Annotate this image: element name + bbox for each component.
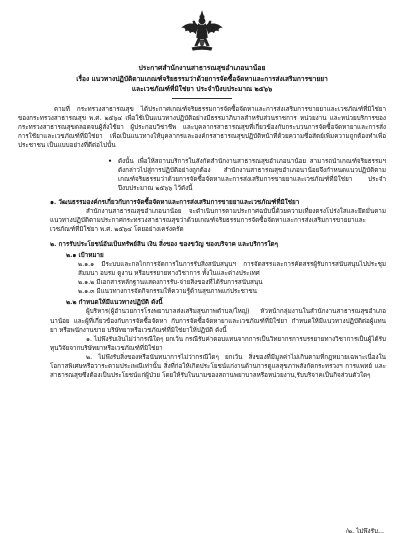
bullet-text: ดังนั้น เพื่อให้สถานบริการในสังกัดสำนักงานสาธารณสุขอำเภอนาน้อย สามารถนำเกณฑ์จริยธรรมฯดังกล่าวไปสู่การปฏิบัติอย่างถูกต้อง สำนักงานสาธารณสุขอำเภอนาน้อยจึงกำหนดแนวปฏิบัติตามเกณฑ์จริยธรรมว่าด้วยการจัดซื้อจัดหาและการส่งเสริมการขายยาและเวชภัณฑ์ที่มิใช่ยา ประจำปีงบประมาณ ๒๕๖๖ ไว้ดังนี้ bbox=[118, 157, 386, 192]
section2-1-item3: ๒.๑.๓ มีแนวทางการจัดกิจกรรมให้ความรู้ด้านสุขภาพแก่ประชาชน bbox=[78, 288, 257, 296]
announcement-subject-line2: และเวชภัณฑ์ที่มิใช่ยา ประจำปีงบประมาณ ๒๕๖๖ bbox=[131, 85, 273, 94]
intro-paragraph: ตามที่ กระทรวงสาธารณสุข ได้ประกาศเกณฑ์จริยธรรมการจัดซื้อจัดหาและการส่งเสริมการขายยาและเวชภัณฑ์ที่มิใช่ยาของกระทรวงสาธารณสุข พ.ศ. ๒๕๖๔ เพื่อใช้เป็นแนวทางปฏิบัติอย่างมีธรรมาภิบาลสำหรับส่วนราชการ หน่วยงาน และหน่วยบริการของกระทรวงสาธารณสุขตลอดจนผู้สั่งใช้ยา ผู้ประกอบวิชาชีพ และบุคลากรสาธารณสุขที่เกี่ยวข้องกับกระบวนการจัดซื้อจัดหายาและการสั่งการใช้ยาและเวชภัณฑ์ที่มิใช่ยา เพื่อเป็นแนวทางให้บุคลากรและองค์กรสาธารณสุขปฏิบัติหน้าที่ด้วยความซื่อสัตย์เพิ่มความถูกต้องทำเพื่อประชาชน เป็นแบบอย่างที่ดีต่อไปนั้น bbox=[18, 105, 386, 150]
announcement-subject: เรื่อง แนวทางปฏิบัติตามเกณฑ์จริยธรรมว่าด้วยการจัดซื้อจัดหาและการส่งเสริมการขายยา bbox=[76, 74, 328, 83]
section2-2-heading: ๒.๒ กำหนดให้มีแนวทางปฏิบัติ ดังนี้ bbox=[66, 299, 163, 307]
document-page bbox=[0, 9, 400, 533]
document-header bbox=[18, 63, 386, 95]
announcement-title: ประกาศสำนักงานสาธารณสุขอำเภอนาน้อย bbox=[138, 64, 266, 72]
section2-1-item1: ๒.๑.๑ มีระบบและกลไกการจัดการในการรับสิ่งสนับสนุนฯ การจัดสรรและการคัดสรรผู้รับการสนับสนุนไปประชุม สัมมนา อบรม ดูงาน หรือบรรยายทางวิชาการ ทั้งในและต่างประเทศ bbox=[78, 260, 386, 277]
page-continuation: /๒. ไม่พึงรับ... bbox=[345, 527, 384, 533]
section2-1-item2: ๒.๑.๒ มีเอกสารหลักฐานแสดงการรับ-จ่ายสิ่งของที่ได้รับการสนับสนุน bbox=[78, 279, 263, 287]
header-divider bbox=[172, 98, 232, 99]
bullet-paragraph bbox=[18, 157, 386, 194]
section2-2-para2: ๒. ไม่พึงรับสิ่งของหรือนันทนาการไม่ว่ากรณีใดๆ ยกเว้น สิ่งของที่มีมูลค่าไม่เกินตามที่กฎหมายเฉพาะเนื่องในโอกาสพิเศษหรือวาระตามประเพณีเท่านั้น สิ่งที่ก่อให้เกิดประโยชน์แก่งานด้านการดูแลสุขภาพสังกัดกระทรวงฯ การแพทย์ และสาธารณสุขซึ่งต้องเป็นประโยชน์แก่ผู้ป่วย โดยให้รับในนามของสถานพยาบาลหรือหน่วยงาน,รับบริจาคเป็นกิจส่วนตัวใดๆ bbox=[50, 354, 386, 380]
section2-2-para1: ๑. ไม่พึงรับเงินไม่ว่ากรณีใดๆ ยกเว้น กรณีรับค่าตอบแทนจากการเป็นวิทยากรการบรรยายทางวิชาการเป็นผู้ได้รับทุนวิจัยจากบริษัทยาหรือเวชภัณฑ์ที่มิใช่ยา bbox=[50, 335, 386, 352]
section1-body: สำนักงานสาธารณสุขอำเภอนาน้อย จะดำเนินการตามประกาศฉบับนี้ด้วยความเที่ยงตรงโปร่งใสและยึดมั่นตามแนวทางปฏิบัติตามประกาศกระทรวงสาธารณสุขว่าด้วยเกณฑ์จริยธรรมการจัดซื้อจัดหาและการส่งเสริมการขายยาและเวชภัณฑ์ที่มิใช่ยา พ.ศ. ๒๕๖๔ โดยอย่างเคร่งครัด bbox=[50, 208, 386, 234]
section2-2-para0: ผู้บริหาร(ผู้อำนวยการโรงพยาบาลส่งเสริมสุขภาพตำบล/ใหญ่) หัวหน้ากลุ่มงานในสำนักงานสาธารณสุขอำเภอนาน้อย และผู้ที่เกี่ยวข้องกับการจัดซื้อจัดหา กับการจัดซื้อจัดหายาและเวชภัณฑ์ที่มิใช่ยา กำหนดให้มีแนวทางปฏิบัติต่อผู้แทนยา หรือพนักงานขาย บริษัทยาหรือเวชภัณฑ์ที่มิใช่ยาให้ปฏิบัติ ดังนี้ bbox=[50, 308, 386, 334]
section2-1-heading: ๒.๑ เป้าหมาย bbox=[66, 251, 104, 259]
bullet-icon: • bbox=[108, 157, 113, 165]
section1-heading: ๑. วัฒนธรรมองค์กรเกี่ยวกับการจัดซื้อจัดหาและการส่งเสริมการขายยาและเวชภัณฑ์ที่มิใช่ยา bbox=[50, 199, 300, 207]
section2-heading: ๒. การรับประโยชน์อันเป็นทรัพย์สิน เงิน สิ่งของ ของขวัญ ของบริจาค และบริการใดๆ bbox=[50, 240, 278, 248]
garuda-emblem-icon bbox=[179, 9, 225, 55]
